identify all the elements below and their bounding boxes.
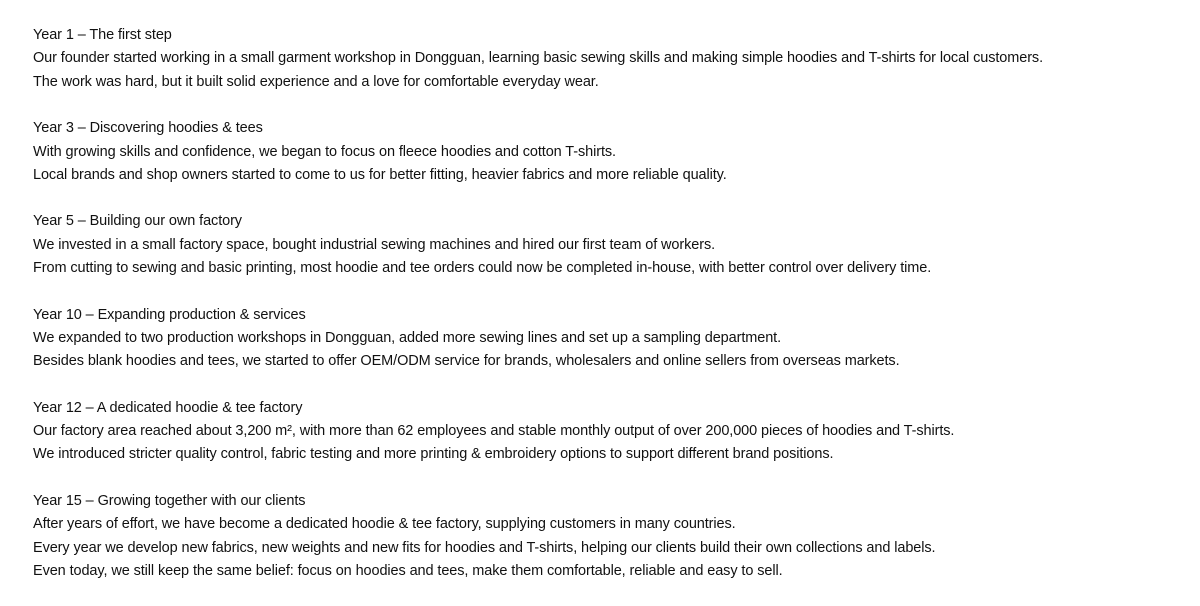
timeline-entry-year-3 — [33, 117, 1173, 187]
timeline-entry-year-12 — [33, 397, 1173, 467]
entry-text-line: We introduced stricter quality control, fabric testing and more printing & embroidery options to support different brand positions. — [33, 446, 834, 463]
entry-heading: Year 3 – Discovering hoodies & tees — [33, 120, 263, 137]
timeline-entry-year-10 — [33, 304, 1173, 374]
company-history-timeline — [33, 24, 1173, 606]
entry-text-line: After years of effort, we have become a dedicated hoodie & tee factory, supplying customers in many countries. — [33, 516, 736, 533]
entry-text-line: With growing skills and confidence, we began to focus on fleece hoodies and cotton T-shirts. — [33, 143, 616, 160]
entry-text-line: Besides blank hoodies and tees, we started to offer OEM/ODM service for brands, wholesalers and online sellers from overseas markets. — [33, 353, 900, 370]
entry-text-line: From cutting to sewing and basic printing, most hoodie and tee orders could now be completed in-house, with better control over delivery time. — [33, 260, 932, 277]
entry-text-line: We invested in a small factory space, bought industrial sewing machines and hired our first team of workers. — [33, 236, 716, 253]
entry-heading: Year 10 – Expanding production & services — [33, 306, 306, 323]
entry-text-line: Our factory area reached about 3,200 m², with more than 62 employees and stable monthly output of over 200,000 pieces of hoodies and T-shirts. — [33, 423, 955, 440]
entry-text-line: We expanded to two production workshops in Dongguan, added more sewing lines and set up a sampling department. — [33, 329, 782, 346]
entry-text-line: Even today, we still keep the same belief: focus on hoodies and tees, make them comfortable, reliable and easy to sell. — [33, 563, 783, 580]
entry-text-line: Every year we develop new fabrics, new weights and new fits for hoodies and T-shirts, helping our clients build their own collections and labels. — [33, 539, 936, 556]
timeline-entry-year-5 — [33, 210, 1173, 280]
entry-text-line: Local brands and shop owners started to come to us for better fitting, heavier fabrics and more reliable quality. — [33, 166, 727, 183]
entry-heading: Year 1 – The first step — [33, 27, 172, 43]
timeline-entry-year-15 — [33, 490, 1173, 584]
entry-heading: Year 12 – A dedicated hoodie & tee factory — [33, 399, 303, 416]
entry-text-line: Our founder started working in a small garment workshop in Dongguan, learning basic sewing skills and making simple hoodies and T-shirts for local customers. — [33, 50, 1043, 67]
timeline-entry-year-1 — [33, 24, 1173, 94]
entry-heading: Year 5 – Building our own factory — [33, 213, 242, 230]
entry-text-line: The work was hard, but it built solid experience and a love for comfortable everyday wear. — [33, 73, 599, 90]
entry-heading: Year 15 – Growing together with our clients — [33, 492, 306, 509]
